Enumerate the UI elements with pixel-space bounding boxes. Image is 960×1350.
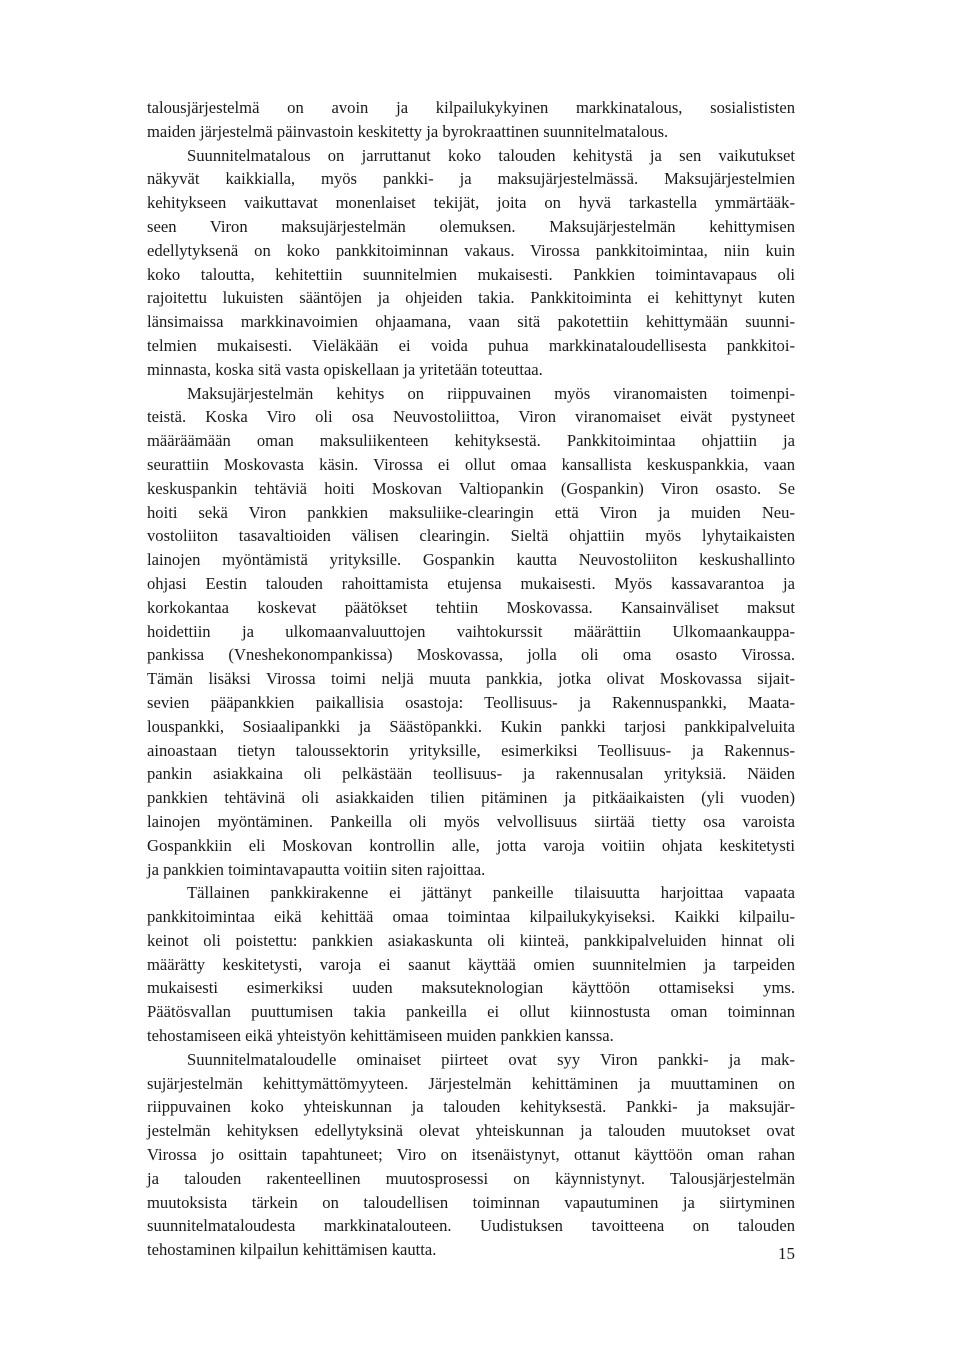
text-line: tehostamiseen eikä yhteistyön kehittämiseen muiden pankkien kanssa.: [147, 1026, 614, 1046]
text-line: seen Viron maksujärjestelmän olemuksen. Maksujärjestelmän kehittymisen: [147, 216, 795, 236]
text-line: louspankki, Sosiaalipankki ja Säästöpankki. Kukin pankki tarjosi pankkipalveluita: [147, 716, 795, 736]
text-line: tehostaminen kilpailun kehittämisen kautta.: [147, 1240, 437, 1260]
text-line: pankin asiakkaina oli pelkästään teollisuus- ja rakennusalan yrityksiä. Näiden: [147, 764, 795, 784]
text-line: lainojen myöntäminen. Pankeilla oli myös velvollisuus siirtää tietty osa varoista: [147, 811, 795, 831]
page-number: 15: [778, 1244, 795, 1263]
text-line: sevien pääpankkien paikallisia osastoja: Teollisuus- ja Rakennuspankki, Maata-: [147, 692, 795, 712]
text-line: Suunnitelmataloudelle ominaiset piirteet ovat syy Viron pankki- ja mak-: [187, 1049, 795, 1069]
text-line: vostoliiton tasavaltioiden välisen clearingin. Sieltä ohjattiin myös lyhytaikaisten: [147, 526, 795, 546]
text-line: Tämän lisäksi Virossa toimi neljä muuta pankkia, jotka olivat Moskovassa sijait-: [147, 669, 795, 689]
body-text: [147, 96, 795, 1262]
text-line: telmien mukaisesti. Vieläkään ei voida puhua markkinataloudellisesta pankkitoi-: [147, 335, 795, 355]
text-line: teistä. Koska Viro oli osa Neuvostoliittoa, Viron viranomaiset eivät pystyneet: [147, 407, 795, 427]
text-line: pankkitoimintaa eikä kehittää omaa toimintaa kilpailukykyiseksi. Kaikki kilpailu-: [147, 907, 795, 927]
text-line: keinot oli poistettu: pankkien asiakaskunta oli kiinteä, pankkipalveluiden hinnat oli: [147, 930, 795, 950]
text-line: ja pankkien toimintavapautta voitiin siten rajoittaa.: [147, 859, 486, 879]
text-line: Virossa jo osittain tapahtuneet; Viro on itsenäistynyt, ottanut käyttöön oman rahan: [147, 1145, 795, 1165]
text-line: Maksujärjestelmän kehitys on riippuvainen myös viranomaisten toimenpi-: [187, 383, 795, 403]
text-line: näkyvät kaikkialla, myös pankki- ja maksujärjestelmässä. Maksujärjestelmien: [147, 169, 795, 189]
text-line: talousjärjestelmä on avoin ja kilpailukykyinen markkinatalous, sosialististen: [147, 98, 795, 117]
text-line: Päätösvallan puuttumisen takia pankeilla ei ollut kiinnostusta oman toiminnan: [147, 1002, 795, 1022]
text-line: minnasta, koska sitä vasta opiskellaan ja yritetään toteuttaa.: [147, 359, 543, 379]
text-line: sujärjestelmän kehittymättömyyteen. Järjestelmän kehittäminen ja muuttaminen on: [147, 1073, 795, 1093]
text-line: kehitykseen vaikuttavat monenlaiset tekijät, joita on hyvä tarkastella ymmärtääk-: [147, 193, 795, 213]
text-line: hoidettiin ja ulkomaanvaluuttojen vaihtokurssit määrättiin Ulkomaankauppa-: [147, 621, 795, 641]
text-line: jestelmän kehityksen edellytyksinä olevat yhteiskunnan ja talouden muutokset ovat: [147, 1121, 795, 1141]
text-line: riippuvainen koko yhteiskunnan ja talouden kehityksestä. Pankki- ja maksujär-: [147, 1097, 795, 1117]
text-line: ohjasi Eestin talouden rahoittamista etujensa mukaisesti. Myös kassavarantoa ja: [147, 573, 795, 593]
text-line: korkokantaa koskevat päätökset tehtiin Moskovassa. Kansainväliset maksut: [147, 597, 795, 617]
text-line: Tällainen pankkirakenne ei jättänyt pankeille tilaisuutta harjoittaa vapaata: [187, 883, 795, 903]
text-line: rajoitettu lukuisten sääntöjen ja ohjeiden takia. Pankkitoiminta ei kehittynyt kuten: [147, 288, 795, 308]
text-line: Gospankkiin eli Moskovan kontrollin alle, jotta varoja voitiin ohjata keskitetysti: [147, 835, 795, 855]
text-line: suunnitelmataloudesta markkinatalouteen. Uudistuksen tavoitteena on talouden: [147, 1216, 795, 1236]
text-line: määräämään oman maksuliikenteen kehityksestä. Pankkitoimintaa ohjattiin ja: [147, 431, 795, 451]
text-line: länsimaissa markkinavoimien ohjaamana, vaan sitä pakotettiin kehittymään suunni-: [147, 312, 795, 332]
text-line: seurattiin Moskovasta käsin. Virossa ei ollut omaa kansallista keskuspankkia, vaan: [147, 454, 795, 474]
text-line: Suunnitelmatalous on jarruttanut koko talouden kehitystä ja sen vaikutukset: [187, 145, 795, 165]
text-line: hoiti sekä Viron pankkien maksuliike-clearingin että Viron ja muiden Neu-: [147, 502, 795, 522]
text-line: keskuspankin tehtäviä hoiti Moskovan Valtiopankin (Gospankin) Viron osasto. Se: [147, 478, 795, 498]
text-line: mukaisesti esimerkiksi uuden maksuteknologian käyttöön ottamiseksi yms.: [147, 978, 795, 998]
text-line: edellytyksenä on koko pankkitoiminnan vakaus. Virossa pankkitoimintaa, niin kuin: [147, 240, 795, 260]
text-line: pankissa (Vneshekonompankissa) Moskovassa, jolla oli oma osasto Virossa.: [147, 645, 795, 665]
text-line: lainojen myöntämistä yrityksille. Gospankin kautta Neuvostoliiton keskushallinto: [147, 550, 795, 570]
text-line: määrätty keskitetysti, varoja ei saanut käyttää omien suunnitelmien ja tarpeiden: [147, 954, 795, 974]
text-line: ainoastaan tietyn taloussektorin yrityksille, esimerkiksi Teollisuus- ja Rakennus-: [147, 740, 795, 760]
text-line: pankkien tehtävinä oli asiakkaiden tilien pitäminen ja pitkäaikaisten (yli vuoden): [147, 788, 795, 808]
text-line: maiden järjestelmä päinvastoin keskitetty ja byrokraattinen suunnitelmatalous.: [147, 121, 669, 141]
text-line: koko taloutta, kehitettiin suunnitelmien mukaisesti. Pankkien toimintavapaus oli: [147, 264, 795, 284]
text-line: ja talouden rakenteellinen muutosprosessi on käynnistynyt. Talousjärjestelmän: [147, 1168, 795, 1188]
text-line: muutoksista tärkein on taloudellisen toiminnan vapautuminen ja siirtyminen: [147, 1192, 795, 1212]
